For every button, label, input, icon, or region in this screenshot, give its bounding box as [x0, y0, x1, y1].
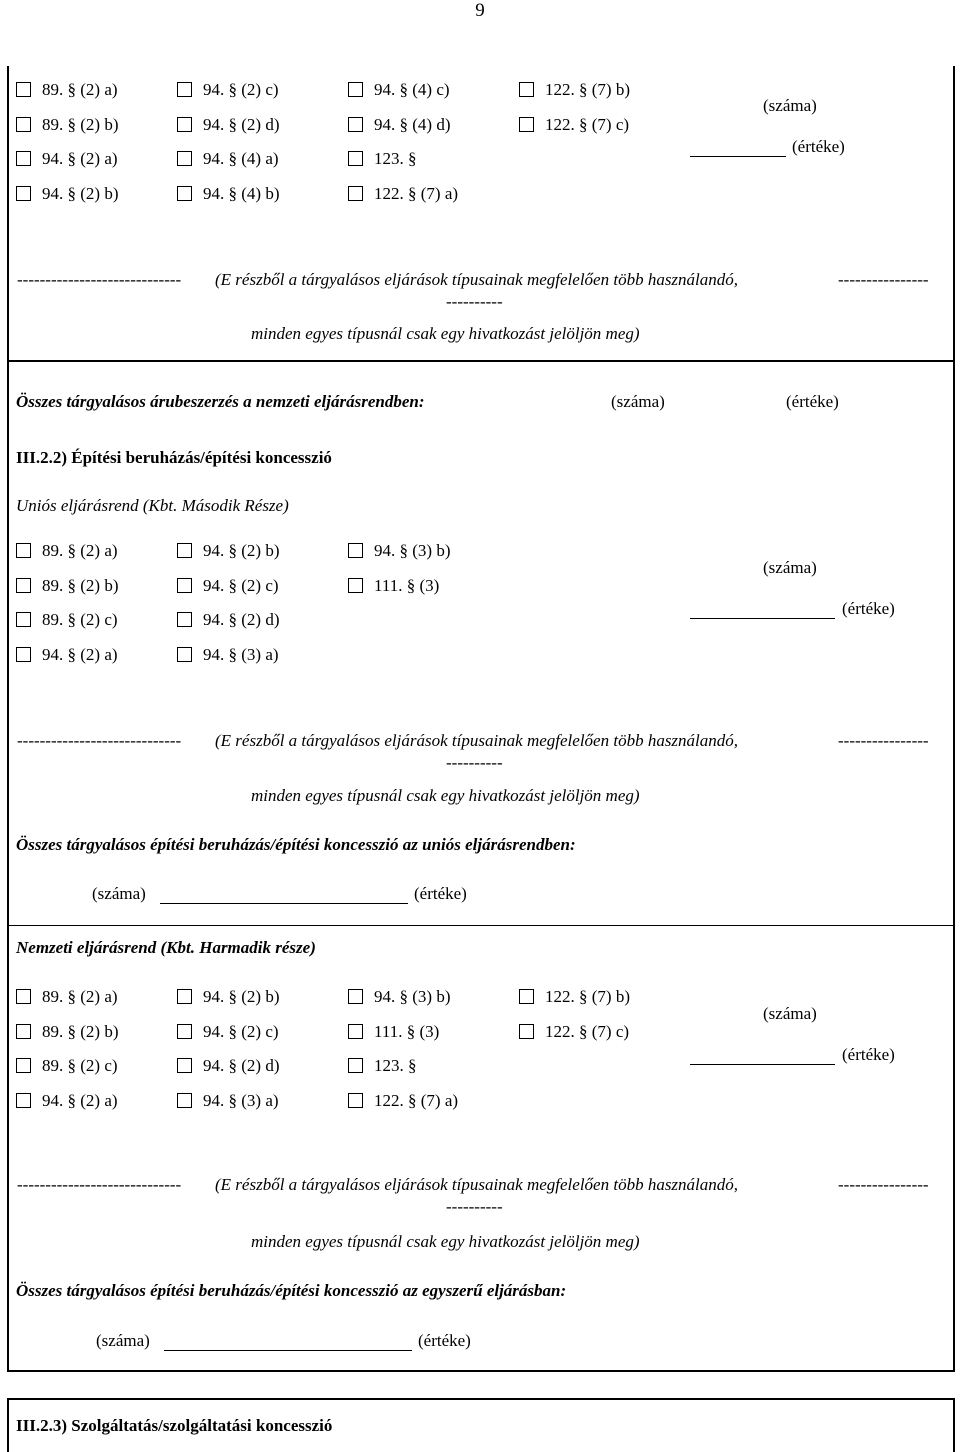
checkbox-label: 122. § (7) b) — [545, 987, 630, 1006]
total1-value-label: (értéke) — [786, 392, 839, 411]
checkbox-label: 94. § (4) c) — [374, 80, 450, 99]
checkbox[interactable] — [16, 82, 31, 97]
section1-note-dashes-right: ---------------- — [838, 270, 929, 289]
section2-value-label: (értéke) — [842, 599, 895, 618]
checkbox[interactable] — [348, 1024, 363, 1039]
section3-total-value-line — [164, 1350, 412, 1351]
section2-note-text: (E részből a tárgyalásos eljárások típusainak megfelelően több használandó, — [215, 731, 739, 750]
checkbox[interactable] — [16, 1058, 31, 1073]
section2-note-dashes-center: ---------- — [446, 753, 503, 772]
section2-divider — [7, 925, 955, 926]
checkbox[interactable] — [16, 151, 31, 166]
section2-count-label: (száma) — [763, 558, 817, 577]
section3-note-line2: minden egyes típusnál csak egy hivatkozást jelöljön meg) — [251, 1232, 640, 1251]
checkbox-label: 89. § (2) c) — [42, 610, 118, 629]
total1-count-label: (száma) — [611, 392, 665, 411]
checkbox-label: 123. § — [374, 1056, 417, 1075]
checkbox[interactable] — [519, 989, 534, 1004]
section1-note-line2: minden egyes típusnál csak egy hivatkozást jelöljön meg) — [251, 324, 640, 343]
checkbox-label: 94. § (2) b) — [42, 183, 119, 203]
checkbox-label: 89. § (2) b) — [42, 114, 119, 134]
checkbox-label: 94. § (2) d) — [203, 114, 280, 134]
section3-total-value-label: (értéke) — [418, 1331, 471, 1350]
checkbox[interactable] — [16, 647, 31, 662]
checkbox-label: 89. § (2) b) — [42, 575, 119, 595]
checkbox-label: 94. § (2) c) — [203, 1021, 279, 1041]
checkbox-label: 94. § (4) a) — [203, 149, 279, 168]
checkbox[interactable] — [519, 82, 534, 97]
section2-heading: III.2.2) Építési beruházás/építési koncesszió — [16, 448, 332, 467]
checkbox[interactable] — [177, 989, 192, 1004]
checkbox-label: 94. § (4) d) — [374, 114, 451, 134]
section1-value-label: (értéke) — [792, 137, 845, 156]
checkbox-label: 94. § (2) b) — [203, 987, 280, 1006]
section1-note-dashes-left: ----------------------------- — [17, 270, 182, 289]
checkbox-label: 94. § (2) c) — [203, 80, 279, 99]
checkbox-label: 122. § (7) c) — [545, 114, 630, 134]
checkbox-label: 111. § (3) — [374, 1021, 440, 1041]
section1-count-label: (száma) — [763, 96, 817, 115]
checkbox[interactable] — [177, 82, 192, 97]
checkbox[interactable] — [16, 578, 31, 593]
frame-bottom-border — [7, 1370, 955, 1372]
checkbox-label: 94. § (3) a) — [203, 644, 279, 664]
checkbox[interactable] — [348, 989, 363, 1004]
checkbox-label: 94. § (2) c) — [203, 575, 279, 595]
checkbox[interactable] — [177, 151, 192, 166]
section2-note-dashes-right: ---------------- — [838, 731, 929, 750]
section3-value-line — [690, 1064, 835, 1065]
checkbox[interactable] — [177, 578, 192, 593]
checkbox[interactable] — [348, 186, 363, 201]
checkbox[interactable] — [177, 647, 192, 662]
section4-heading: III.2.3) Szolgáltatás/szolgáltatási koncesszió — [16, 1416, 333, 1435]
checkbox[interactable] — [16, 186, 31, 201]
checkbox[interactable] — [348, 117, 363, 132]
checkbox-label: 89. § (2) b) — [42, 1021, 119, 1041]
checkbox[interactable] — [16, 117, 31, 132]
checkbox-label: 94. § (4) b) — [203, 183, 280, 203]
frame2-top-border — [7, 1398, 955, 1400]
section2-subheading: Uniós eljárásrend (Kbt. Második Része) — [16, 496, 289, 515]
section2-total-value-label: (értéke) — [414, 884, 467, 903]
checkbox[interactable] — [177, 612, 192, 627]
checkbox[interactable] — [348, 543, 363, 558]
section3-value-label: (értéke) — [842, 1045, 895, 1064]
checkbox[interactable] — [348, 1058, 363, 1073]
checkbox[interactable] — [16, 543, 31, 558]
checkbox-label: 94. § (3) b) — [374, 541, 451, 560]
section3-total-count-label: (száma) — [96, 1331, 150, 1350]
checkbox[interactable] — [519, 1024, 534, 1039]
section2-note-dashes-left: ----------------------------- — [17, 731, 182, 750]
checkbox-label: 94. § (2) a) — [42, 149, 118, 168]
section2-value-line — [690, 618, 835, 619]
checkbox[interactable] — [177, 1058, 192, 1073]
checkbox-label: 94. § (2) d) — [203, 1056, 280, 1075]
checkbox[interactable] — [177, 543, 192, 558]
checkbox-label: 94. § (3) b) — [374, 987, 451, 1006]
checkbox-label: 122. § (7) a) — [374, 1090, 459, 1110]
section2-note-line2: minden egyes típusnál csak egy hivatkozást jelöljön meg) — [251, 786, 640, 805]
checkbox[interactable] — [16, 1093, 31, 1108]
checkbox-label: 122. § (7) c) — [545, 1021, 630, 1041]
checkbox-label: 122. § (7) a) — [374, 183, 459, 203]
checkbox-label: 123. § — [374, 149, 417, 168]
section1-note-text: (E részből a tárgyalásos eljárások típusainak megfelelően több használandó, — [215, 270, 739, 289]
checkbox[interactable] — [519, 117, 534, 132]
checkbox-label: 94. § (2) a) — [42, 644, 118, 664]
checkbox[interactable] — [177, 1093, 192, 1108]
section1-divider — [7, 360, 955, 362]
section1-value-line — [690, 156, 786, 157]
checkbox-label: 94. § (3) a) — [203, 1090, 279, 1110]
checkbox-label: 94. § (2) d) — [203, 610, 280, 629]
section3-count-label: (száma) — [763, 1004, 817, 1023]
checkbox[interactable] — [348, 82, 363, 97]
checkbox[interactable] — [348, 151, 363, 166]
checkbox-label: 111. § (3) — [374, 575, 440, 595]
checkbox-label: 89. § (2) a) — [42, 987, 118, 1006]
checkbox[interactable] — [177, 186, 192, 201]
section2-total-value-line — [160, 903, 408, 904]
page-number: 9 — [475, 0, 485, 21]
section2-total-label: Összes tárgyalásos építési beruházás/építési koncesszió az uniós eljárásrendben: — [16, 835, 576, 854]
checkbox[interactable] — [348, 578, 363, 593]
section3-subheading: Nemzeti eljárásrend (Kbt. Harmadik része) — [16, 938, 316, 957]
checkbox-label: 94. § (2) b) — [203, 541, 280, 560]
checkbox[interactable] — [177, 117, 192, 132]
section3-note-dashes-left: ----------------------------- — [17, 1175, 182, 1194]
checkbox-label: 89. § (2) a) — [42, 80, 118, 99]
checkbox[interactable] — [348, 1093, 363, 1108]
section2-total-count-label: (száma) — [92, 884, 146, 903]
checkbox[interactable] — [177, 1024, 192, 1039]
checkbox-label: 94. § (2) a) — [42, 1090, 118, 1110]
section3-note-dashes-center: ---------- — [446, 1197, 503, 1216]
checkbox-label: 89. § (2) c) — [42, 1056, 118, 1075]
checkbox-label: 122. § (7) b) — [545, 80, 630, 99]
checkbox-label: 89. § (2) a) — [42, 541, 118, 560]
section3-total-label: Összes tárgyalásos építési beruházás/építési koncesszió az egyszerű eljárásban: — [16, 1281, 567, 1300]
checkbox[interactable] — [16, 612, 31, 627]
checkbox[interactable] — [16, 989, 31, 1004]
section3-note-text: (E részből a tárgyalásos eljárások típusainak megfelelően több használandó, — [215, 1175, 739, 1194]
section3-note-dashes-right: ---------------- — [838, 1175, 929, 1194]
section1-note-dashes-center: ---------- — [446, 292, 503, 311]
checkbox[interactable] — [16, 1024, 31, 1039]
total1-label: Összes tárgyalásos árubeszerzés a nemzeti eljárásrendben: — [16, 392, 425, 411]
